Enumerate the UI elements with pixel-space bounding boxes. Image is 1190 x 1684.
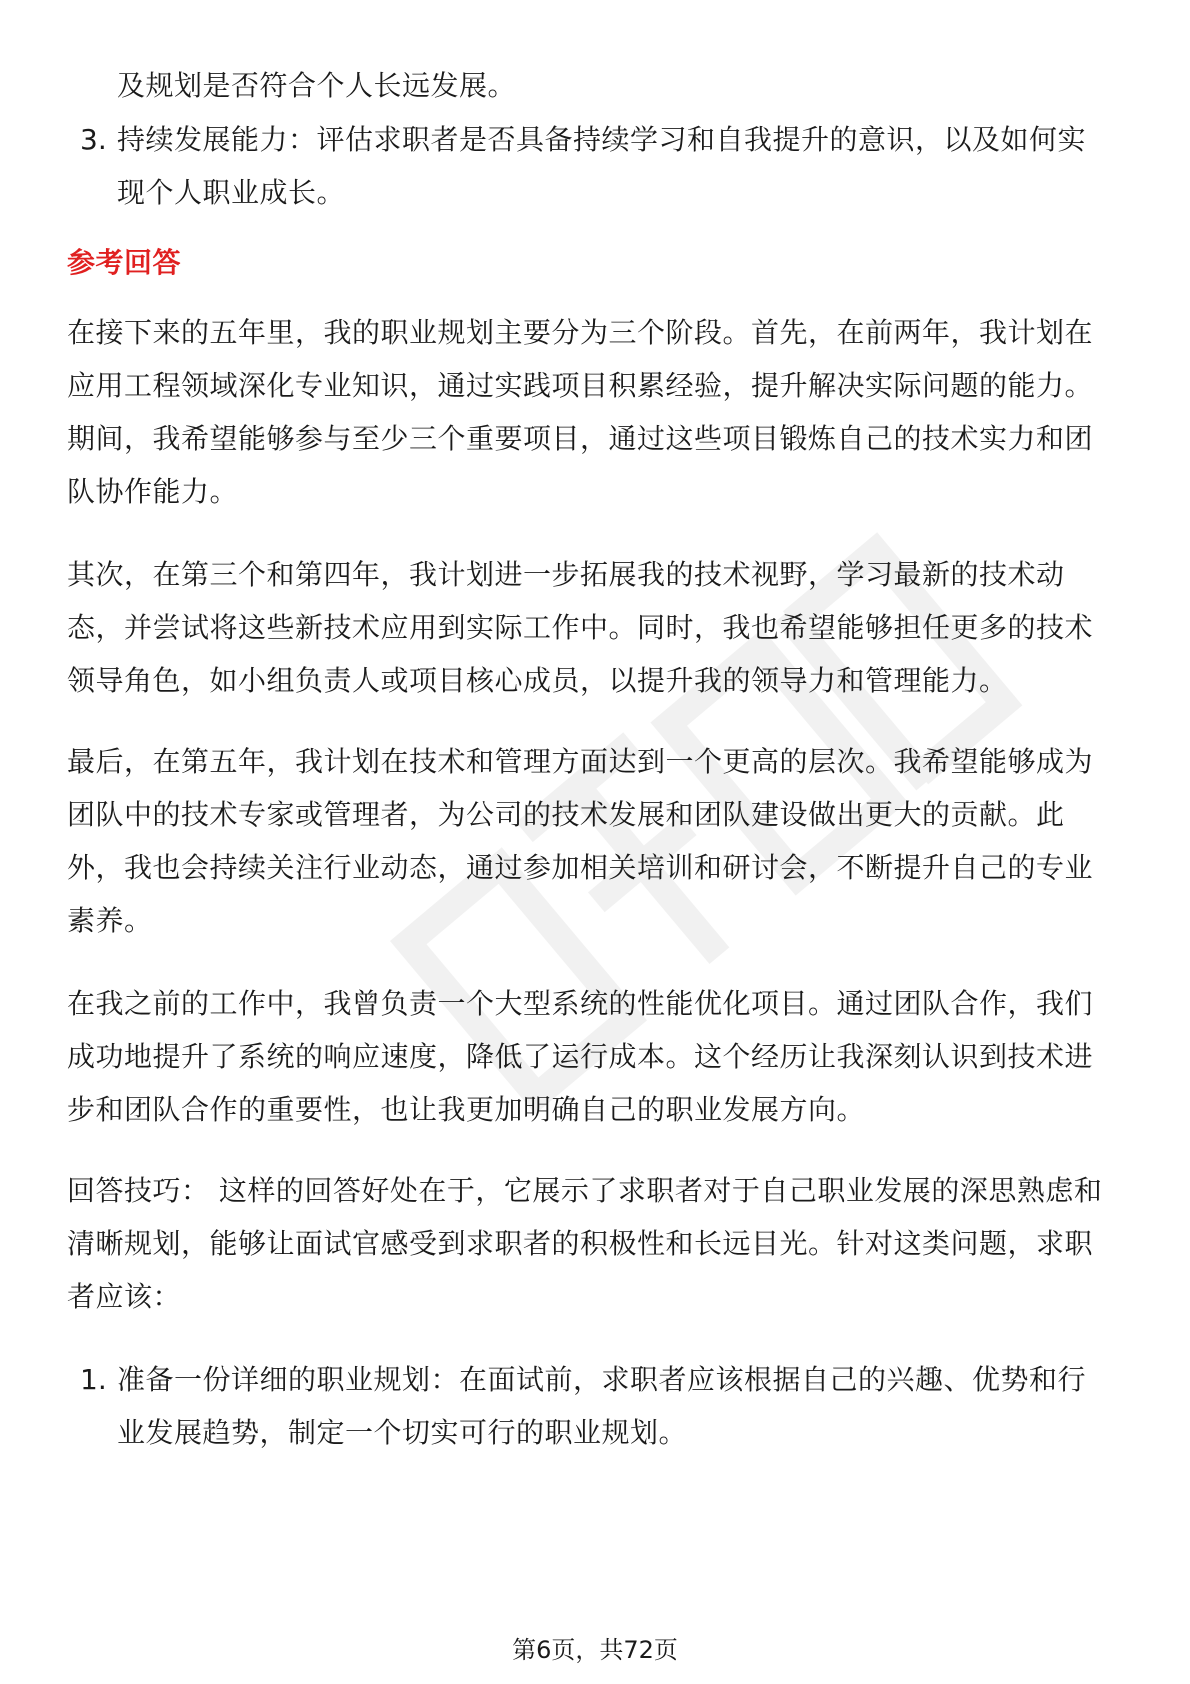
paragraph-line: 最后，在第五年，我计划在技术和管理方面达到一个更高的层次。我希望能够成为 — [67, 745, 1094, 778]
list-item-text: 持续发展能力：评估求职者是否具备持续学习和自我提升的意识，以及如何实 — [117, 123, 1087, 156]
paragraph-line: 素养。 — [67, 904, 153, 937]
section-heading: 参考回答 — [67, 246, 182, 279]
paragraph-line: 态，并尝试将这些新技术应用到实际工作中。同时，我也希望能够担任更多的技术 — [67, 611, 1094, 644]
paragraph-line: 步和团队合作的重要性，也让我更加明确自己的职业发展方向。 — [67, 1093, 866, 1126]
paragraph-line: 应用工程领域深化专业知识，通过实践项目积累经验，提升解决实际问题的能力。 — [67, 369, 1094, 402]
paragraph-line: 成功地提升了系统的响应速度，降低了运行成本。这个经历让我深刻认识到技术进 — [67, 1040, 1094, 1073]
paragraph-line: 外，我也会持续关注行业动态，通过参加相关培训和研讨会，不断提升自己的专业 — [67, 851, 1094, 884]
paragraph-line: 其次，在第三个和第四年，我计划进一步拓展我的技术视野，学习最新的技术动 — [67, 558, 1065, 591]
list-item-continuation: 及规划是否符合个人长远发展。 — [117, 69, 517, 102]
paragraph-line: 回答技巧： 这样的回答好处在于，它展示了求职者对于自己职业发展的深思熟虑和 — [67, 1174, 1103, 1207]
paragraph-line: 在我之前的工作中，我曾负责一个大型系统的性能优化项目。通过团队合作，我们 — [67, 987, 1094, 1020]
list-item-text: 现个人职业成长。 — [117, 176, 346, 209]
paragraph-line: 团队中的技术专家或管理者，为公司的技术发展和团队建设做出更大的贡献。此 — [67, 798, 1065, 831]
paragraph-line: 在接下来的五年里，我的职业规划主要分为三个阶段。首先，在前两年，我计划在 — [67, 316, 1094, 349]
list-item-text: 业发展趋势，制定一个切实可行的职业规划。 — [117, 1416, 688, 1449]
paragraph-line: 队协作能力。 — [67, 475, 239, 508]
paragraph-line: 领导角色，如小组负责人或项目核心成员，以提升我的领导力和管理能力。 — [67, 664, 1008, 697]
list-item-text: 准备一份详细的职业规划：在面试前，求职者应该根据自己的兴趣、优势和行 — [117, 1363, 1087, 1396]
page-footer: 第6页，共72页 — [512, 1636, 678, 1664]
paragraph-line: 清晰规划，能够让面试官感受到求职者的积极性和长远目光。针对这类问题，求职 — [67, 1227, 1094, 1260]
paragraph-line: 者应该： — [67, 1280, 182, 1313]
paragraph-line: 期间，我希望能够参与至少三个重要项目，通过这些项目锻炼自己的技术实力和团 — [67, 422, 1094, 455]
list-item-number: 3. — [80, 123, 107, 156]
list-item-number: 1. — [80, 1363, 107, 1396]
